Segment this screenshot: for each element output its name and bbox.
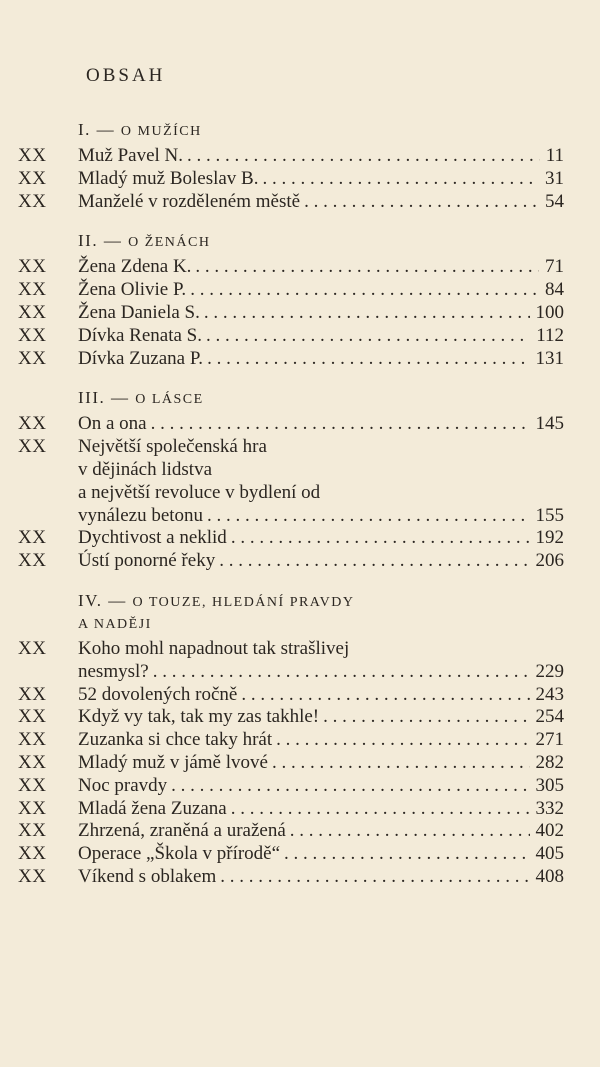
toc-entry[interactable] [18, 436, 564, 527]
page-number: 243 [535, 683, 564, 705]
entry-line [78, 527, 564, 550]
entry-mark: XX [18, 550, 47, 572]
entry-body [78, 638, 564, 684]
entry-title: Manželé v rozděleném městě [78, 190, 301, 212]
entry-body [78, 145, 564, 168]
entry-body [78, 706, 564, 729]
entry-title: Zhrzená, zraněná a uražená [78, 820, 286, 842]
entry-line [78, 550, 564, 573]
entry-title: Dychtivost a neklid [78, 527, 227, 549]
page-number: 155 [535, 504, 564, 526]
entry-mark: XX [18, 167, 47, 189]
entry-title: Operace „Škola v přírodě“ [78, 843, 281, 865]
entry-line [78, 843, 564, 866]
entry-title: Největší společenská hra [78, 436, 267, 458]
entry-body [78, 325, 564, 348]
entry-title: a největší revoluce v bydlení od [78, 481, 321, 503]
toc-section [18, 591, 564, 889]
page-number: 71 [545, 256, 564, 278]
entry-title: Koho mohl napadnout tak strašlivej [78, 637, 350, 659]
toc-entry[interactable] [18, 752, 564, 775]
entry-line [78, 413, 564, 436]
entry-body [78, 302, 564, 325]
page-number: 206 [535, 550, 564, 572]
entry-title: 52 dovolených ročně [78, 683, 238, 705]
dot-leader [268, 752, 530, 775]
dot-leader [202, 325, 530, 348]
entry-mark: XX [18, 413, 47, 435]
section-title-continued: A NADĚJI [78, 616, 152, 632]
page-number: 405 [535, 843, 564, 865]
section-heading [78, 388, 564, 410]
entry-line [78, 866, 564, 889]
toc-entry[interactable] [18, 550, 564, 573]
entry-body [78, 168, 564, 191]
entry-mark: XX [18, 347, 47, 369]
entry-body [78, 413, 564, 436]
entry-line [78, 752, 564, 775]
entry-line [78, 325, 564, 348]
dot-leader [200, 302, 530, 325]
dot-leader [237, 684, 529, 707]
dot-leader [319, 706, 529, 729]
entry-body [78, 256, 564, 279]
entry-line [78, 661, 564, 684]
entry-body [78, 279, 564, 302]
toc-entry[interactable] [18, 775, 564, 798]
entry-title: Dívka Renata S. [78, 324, 203, 346]
page-title: OBSAH [86, 65, 166, 86]
section-heading [78, 591, 564, 635]
entry-title: Ústí ponorné řeky [78, 550, 216, 572]
entry-line [78, 505, 564, 528]
entry-title: On a ona [78, 413, 147, 435]
toc-entry[interactable] [18, 820, 564, 843]
section-title: O LÁSCE [135, 392, 204, 408]
entry-line [78, 775, 564, 798]
page-number: 408 [535, 865, 564, 887]
entry-body [78, 348, 564, 371]
entry-mark: XX [18, 843, 47, 865]
entry-mark: XX [18, 706, 47, 728]
toc-entry[interactable] [18, 684, 564, 707]
page-number: 11 [545, 145, 564, 166]
entry-mark: XX [18, 527, 47, 549]
entry-line [78, 145, 564, 168]
section-title: O MUŽÍCH [120, 124, 202, 139]
page-number: 100 [535, 301, 564, 323]
entry-line [78, 820, 564, 843]
page-number: 332 [535, 797, 564, 819]
entry-line [78, 459, 564, 482]
entry-title: Mladý muž v jámě lvové [78, 751, 268, 773]
toc-entry[interactable] [18, 191, 564, 214]
entry-mark: XX [18, 820, 47, 842]
dot-leader [300, 191, 539, 214]
entry-line [78, 729, 564, 752]
entry-title: Žena Olivie P. [78, 279, 187, 301]
entry-line [78, 256, 564, 279]
entry-line [78, 798, 564, 821]
entry-title: Žena Zdena K. [78, 256, 192, 278]
toc-entry[interactable] [18, 145, 564, 168]
page-number: 254 [535, 706, 564, 728]
entry-title: nesmysl? [78, 660, 149, 682]
toc-section [18, 120, 564, 213]
page-number: 84 [545, 279, 564, 301]
entry-body [78, 527, 564, 550]
dot-leader [147, 413, 530, 436]
page-number: 305 [535, 774, 564, 796]
entry-body [78, 550, 564, 573]
page-number: 402 [535, 820, 564, 842]
toc-entry[interactable] [18, 256, 564, 279]
entry-mark: XX [18, 797, 47, 819]
section-heading [78, 231, 564, 253]
entry-mark: XX [18, 774, 47, 796]
entry-body [78, 729, 564, 752]
page-number: 54 [545, 190, 564, 212]
page-number: 282 [535, 751, 564, 773]
entry-mark: XX [18, 256, 47, 278]
entry-mark: XX [18, 190, 47, 212]
entry-title: Zuzanka si chce taky hrát [78, 729, 273, 751]
toc-entry[interactable] [18, 279, 564, 302]
section-number: III. — [78, 388, 130, 408]
entry-line [78, 348, 564, 371]
table-of-contents [18, 120, 564, 907]
page-number: 31 [545, 167, 564, 189]
entry-body [78, 866, 564, 889]
entry-title: Dívka Zuzana P. [78, 347, 204, 369]
entry-line [78, 436, 564, 459]
page-number: 145 [535, 413, 564, 435]
dot-leader [227, 527, 530, 550]
page-number: 271 [535, 729, 564, 751]
page-number: 229 [535, 660, 564, 682]
entry-mark: XX [18, 637, 47, 659]
dot-leader [183, 145, 540, 168]
section-heading [78, 120, 564, 142]
entry-line [78, 684, 564, 707]
dot-leader [216, 866, 529, 889]
page-number: 131 [535, 347, 564, 369]
entry-title: Mladý muž Boleslav B. [78, 167, 259, 189]
toc-entry[interactable] [18, 168, 564, 191]
entry-title: Noc pravdy [78, 774, 168, 796]
entry-mark: XX [18, 301, 47, 323]
entry-body [78, 684, 564, 707]
dot-leader [167, 775, 529, 798]
dot-leader [286, 820, 530, 843]
entry-title: v dějinách lidstva [78, 458, 213, 480]
dot-leader [191, 256, 539, 279]
dot-leader [186, 279, 539, 302]
entry-body [78, 191, 564, 214]
entry-line [78, 638, 564, 661]
entry-title: vynálezu betonu [78, 504, 204, 526]
entry-line [78, 191, 564, 214]
dot-leader [258, 168, 539, 191]
dot-leader [203, 505, 529, 528]
entry-title: Když vy tak, tak my zas takhle! [78, 706, 320, 728]
section-number: I. — [78, 120, 116, 139]
entry-line [78, 279, 564, 302]
entry-title: Žena Daniela S. [78, 301, 200, 323]
entry-mark: XX [18, 683, 47, 705]
dot-leader [149, 661, 530, 684]
toc-entry[interactable] [18, 325, 564, 348]
toc-entry[interactable] [18, 798, 564, 821]
entry-title: Mladá žena Zuzana [78, 797, 227, 819]
toc-entry[interactable] [18, 302, 564, 325]
toc-entry[interactable] [18, 706, 564, 729]
section-number: IV. — [78, 590, 127, 610]
dot-leader [203, 348, 529, 371]
dot-leader [280, 843, 529, 866]
entry-line [78, 482, 564, 505]
entry-body [78, 436, 564, 527]
page-number: 192 [535, 527, 564, 549]
entry-body [78, 843, 564, 866]
entry-mark: XX [18, 145, 47, 166]
section-title: O TOUZE, HLEDÁNÍ PRAVDY [132, 594, 355, 610]
entry-title: Muž Pavel N. [78, 145, 184, 166]
toc-entry[interactable] [18, 638, 564, 684]
entry-mark: XX [18, 436, 47, 458]
toc-section [18, 388, 564, 573]
toc-entry[interactable] [18, 527, 564, 550]
toc-entry[interactable] [18, 413, 564, 436]
entry-mark: XX [18, 279, 47, 301]
section-title: O ŽENÁCH [128, 235, 211, 251]
page-number: 112 [536, 324, 564, 346]
dot-leader [272, 729, 529, 752]
toc-entry[interactable] [18, 729, 564, 752]
entry-body [78, 798, 564, 821]
entry-title: Víkend s oblakem [78, 865, 217, 887]
entry-body [78, 775, 564, 798]
entry-mark: XX [18, 729, 47, 751]
entry-mark: XX [18, 751, 47, 773]
entry-body [78, 752, 564, 775]
dot-leader [227, 798, 530, 821]
entry-line [78, 706, 564, 729]
dot-leader [215, 550, 529, 573]
entry-mark: XX [18, 324, 47, 346]
toc-entry[interactable] [18, 348, 564, 371]
section-number: II. — [78, 231, 123, 251]
toc-entry[interactable] [18, 843, 564, 866]
entry-body [78, 820, 564, 843]
entry-mark: XX [18, 865, 47, 887]
toc-section [18, 231, 564, 370]
entry-line [78, 168, 564, 191]
toc-entry[interactable] [18, 866, 564, 889]
entry-line [78, 302, 564, 325]
